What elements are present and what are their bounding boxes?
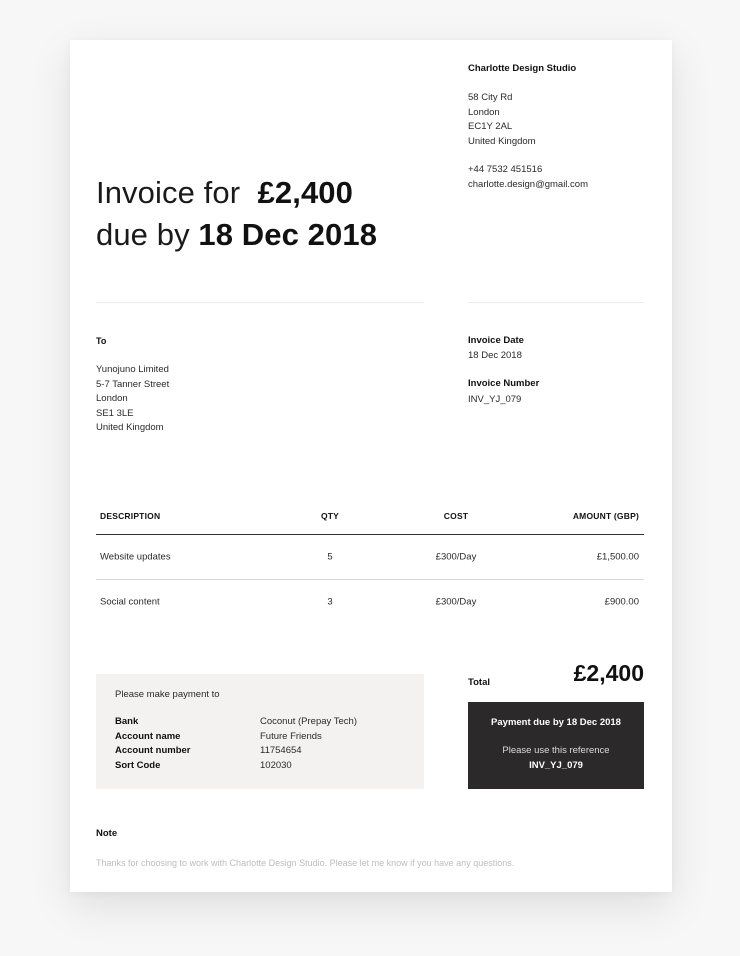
payment-due-title: Payment due by 18 Dec 2018 — [491, 717, 621, 728]
sort-code-label: Sort Code — [115, 759, 161, 771]
sort-code-value: 102030 — [260, 759, 292, 771]
total-label: Total — [468, 677, 490, 688]
column-header-amount: AMOUNT (GBP) — [572, 511, 639, 521]
recipient-address-line: Yunojuno Limited — [96, 364, 169, 375]
title-prefix: Invoice for — [96, 175, 241, 210]
payment-details-box — [96, 674, 424, 789]
row-qty-text: 5 — [327, 551, 333, 563]
table-row — [96, 580, 644, 624]
invoice-date: 18 Dec 2018 — [468, 350, 522, 361]
page-title — [96, 172, 377, 256]
studio-email: charlotte.design@gmail.com — [468, 178, 589, 190]
payment-values — [260, 715, 357, 773]
studio-phone: +44 7532 451516 — [468, 164, 543, 175]
studio-address-line: 58 City Rd — [468, 92, 513, 103]
payment-due-box — [468, 702, 644, 789]
column-header-description: DESCRIPTION — [100, 511, 161, 521]
studio-name: Charlotte Design Studio — [468, 63, 577, 74]
recipient-address-line: London — [96, 393, 128, 404]
note-text: Thanks for choosing to work with Charlotte Design Studio. Please let me know if you have any questions. — [96, 858, 515, 868]
studio-contact — [468, 163, 588, 192]
row-description: Website updates — [100, 551, 171, 563]
row-cost-text: £300/Day — [435, 551, 477, 563]
table-header — [96, 498, 644, 535]
studio-address-line: London — [468, 106, 500, 118]
line-items-table — [96, 498, 644, 624]
divider — [96, 302, 424, 303]
title-line-1 — [96, 172, 377, 214]
account-number-label: Account number — [115, 745, 191, 756]
bank-label: Bank — [115, 716, 139, 727]
studio-address-line: EC1Y 2AL — [468, 121, 513, 132]
table-row — [96, 535, 644, 580]
payment-labels — [115, 715, 190, 773]
note-label: Note — [96, 828, 118, 839]
total-value: £2,400 — [573, 660, 644, 686]
title-due-date: 18 Dec 2018 — [198, 217, 378, 252]
studio-address-line: United Kingdom — [468, 135, 536, 147]
account-number-value: 11754654 — [260, 745, 302, 756]
reference-label: Please use this reference — [502, 745, 610, 756]
divider — [468, 302, 644, 303]
title-line-2 — [96, 214, 377, 256]
recipient-label: To — [96, 336, 107, 346]
account-name-label: Account name — [115, 730, 181, 742]
row-qty-text: 3 — [327, 596, 333, 608]
bank-value: Coconut (Prepay Tech) — [260, 716, 357, 727]
recipient-address-line: 5-7 Tanner Street — [96, 378, 170, 390]
invoice-page — [70, 40, 672, 892]
row-amount: £1,500.00 — [596, 551, 639, 563]
recipient-address-line: United Kingdom — [96, 422, 164, 433]
invoice-number: INV_YJ_079 — [468, 394, 522, 405]
row-description: Social content — [100, 596, 160, 608]
invoice-number-label: Invoice Number — [468, 378, 540, 389]
payment-intro: Please make payment to — [115, 689, 220, 700]
recipient-address — [96, 363, 169, 436]
studio-address — [468, 91, 536, 149]
recipient-address-line: SE1 3LE — [96, 407, 134, 419]
row-cost-text: £300/Day — [435, 596, 477, 608]
column-header-cost-text: COST — [443, 511, 469, 521]
title-due-prefix: due by — [96, 217, 190, 252]
title-amount: £2,400 — [257, 175, 353, 210]
account-name-value: Future Friends — [260, 730, 322, 742]
row-amount: £900.00 — [604, 596, 639, 608]
invoice-date-label: Invoice Date — [468, 335, 524, 346]
reference-value: INV_YJ_079 — [529, 760, 583, 771]
column-header-qty-text: QTY — [320, 511, 340, 521]
